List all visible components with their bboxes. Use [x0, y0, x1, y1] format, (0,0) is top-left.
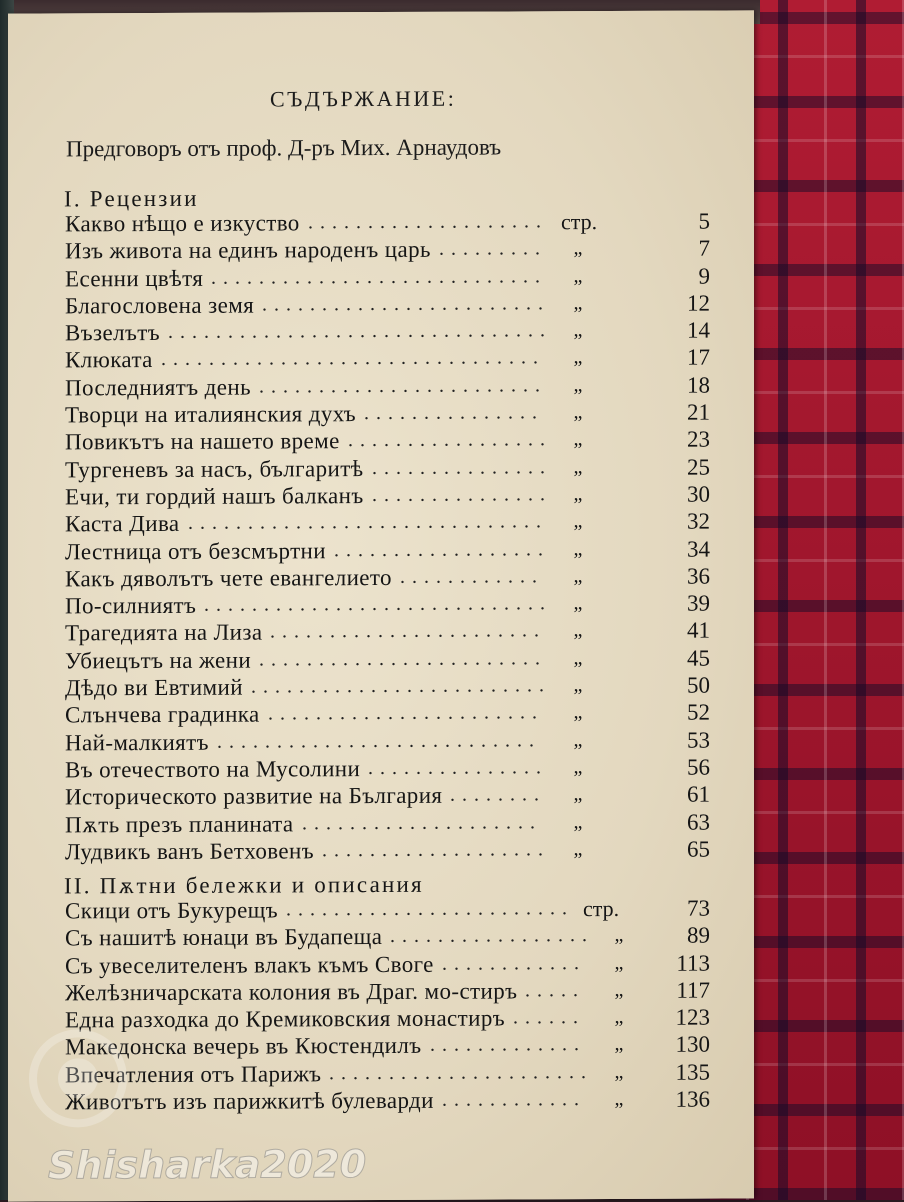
dot-leader: ............: [442, 1088, 586, 1111]
toc-entry-marker: стр.: [561, 209, 598, 235]
toc-entry-page: 135: [675, 1059, 710, 1085]
dot-leader: ......................: [329, 1060, 593, 1085]
toc-entry-page: 63: [687, 809, 710, 835]
toc-entry-title: Трагедията на Лиза: [65, 619, 263, 646]
preface-line: Предговоръ отъ проф. Д-ръ Мих. Арнаудовъ: [66, 134, 502, 162]
toc-entry-page: 14: [687, 317, 710, 343]
dot-leader: ............: [400, 565, 544, 588]
toc-entry: [65, 426, 710, 456]
dot-leader: ....................: [308, 210, 548, 234]
toc-list-reviews: [65, 208, 710, 866]
toc-entry-title: Клюката: [65, 347, 153, 373]
toc-entry-page: 12: [687, 290, 710, 316]
dot-leader: ............: [442, 951, 586, 975]
toc-entry: [65, 1031, 710, 1061]
toc-entry-marker: „: [573, 783, 583, 806]
dot-leader: ........................: [262, 292, 550, 316]
toc-entry-title: Възелътъ: [65, 320, 161, 346]
toc-entry-marker: „: [573, 237, 583, 260]
toc-entry: [65, 289, 710, 319]
toc-entry-title: Есенни цвѣтя: [65, 265, 204, 291]
toc-entry-page: 41: [687, 618, 710, 644]
toc-entry-page: 130: [675, 1032, 710, 1058]
toc-entry-page: 23: [687, 426, 710, 453]
toc-entry-marker: „: [573, 319, 583, 342]
section-heading-travel-notes: II. Пѫтни бележки и описания: [64, 871, 424, 899]
section-heading-reviews: I. Рецензии: [64, 185, 199, 212]
toc-entry-marker: „: [573, 537, 583, 560]
toc-entry-page: 136: [675, 1086, 710, 1112]
toc-entry-marker: „: [614, 1088, 624, 1111]
toc-entry-title: Въ отечеството на Мусолини: [65, 756, 361, 783]
dot-leader: ..................: [334, 537, 550, 561]
toc-entry-marker: „: [573, 428, 583, 451]
toc-entry-title: Повикътъ на нашето време: [65, 428, 340, 455]
toc-entry-marker: „: [573, 373, 583, 396]
dot-leader: .........: [439, 237, 547, 261]
toc-entry: [65, 1004, 710, 1034]
toc-entry-title: Животътъ изъ парижкитѣ булеварди: [65, 1087, 434, 1115]
toc-entry-title: Слънчева градинка: [65, 701, 260, 728]
dot-leader: ...........................: [217, 728, 541, 753]
toc-entry-marker: „: [573, 401, 583, 424]
toc-entry-marker: „: [573, 837, 583, 860]
watermark-logo-icon: [18, 1023, 138, 1134]
toc-entry-title: Последниятъ день: [65, 374, 251, 401]
dot-leader: .............................: [204, 592, 552, 616]
dot-leader: ...............: [364, 401, 544, 425]
toc-entry-title: Пѫть презъ планината: [65, 810, 294, 837]
toc-entry: [65, 644, 710, 674]
dot-leader: .............: [430, 1033, 586, 1057]
toc-entry-marker: „: [573, 810, 583, 833]
dot-leader: ......: [513, 1006, 585, 1029]
dot-leader: .................: [348, 428, 552, 452]
dot-leader: ................................: [168, 319, 552, 344]
toc-entry-title: Историческото развитие на България: [65, 782, 443, 810]
dot-leader: .......................: [268, 701, 544, 725]
dot-leader: .....: [525, 979, 585, 1002]
toc-entry: [65, 754, 710, 784]
toc-entry-page: 36: [687, 563, 710, 589]
toc-entry: [65, 208, 710, 238]
dot-leader: ........................: [259, 374, 547, 398]
toc-entry-title: Най-малкиятъ: [65, 729, 209, 756]
toc-entry-marker: „: [573, 592, 583, 615]
toc-entry: [65, 835, 710, 865]
toc-entry-marker: „: [614, 1006, 624, 1029]
toc-entry-title: Лудвикъ ванъ Бетховенъ: [65, 838, 315, 865]
toc-entry-page: 65: [687, 836, 710, 862]
toc-entry-page: 123: [675, 1004, 710, 1030]
toc-entry-page: 50: [687, 672, 710, 698]
toc-entry: [65, 699, 710, 729]
toc-entry-marker: „: [573, 510, 583, 533]
toc-entry: [65, 535, 710, 565]
toc-entry: [65, 617, 710, 647]
toc-entry-page: 45: [687, 645, 710, 671]
toc-entry-marker: „: [614, 1060, 624, 1083]
toc-entry-marker: „: [573, 292, 583, 315]
toc-entry: [65, 781, 710, 811]
toc-entry: [65, 453, 710, 483]
toc-entry-page: 56: [687, 754, 710, 780]
dot-leader: ...............: [372, 455, 552, 479]
toc-entry: [65, 922, 710, 952]
toc-entry: [65, 672, 710, 702]
toc-entry-title: Съ увеселителенъ влакъ къмъ Своге: [65, 951, 434, 978]
toc-entry: [65, 481, 710, 511]
toc-entry-title: Една разходка до Кремиковския монастиръ: [65, 1005, 506, 1033]
toc-entry: [65, 808, 710, 838]
toc-entry-marker: „: [614, 951, 624, 974]
toc-entry: [65, 344, 710, 374]
dot-leader: ..............................: [188, 510, 548, 535]
dot-leader: .........................: [251, 674, 551, 698]
dot-leader: .......................: [270, 619, 546, 643]
toc-entry-page: 113: [676, 950, 710, 976]
toc-entry: [65, 371, 710, 401]
toc-entry-page: 32: [687, 508, 710, 534]
toc-entry-page: 39: [687, 590, 710, 616]
toc-entry-marker: „: [614, 978, 624, 1001]
toc-entry-page: 7: [698, 235, 710, 261]
dot-leader: .................: [390, 924, 594, 948]
toc-entry: [65, 949, 710, 979]
dot-leader: ............................: [211, 264, 547, 289]
toc-entry-title: Желѣзничарската колония въ Драг. мо-стиръ: [65, 978, 518, 1006]
toc-entry-title: Какво нѣщо е изкуство: [65, 210, 300, 237]
toc-entry-title: Какъ дяволътъ чете евангелието: [65, 564, 392, 592]
toc-entry-marker: „: [614, 924, 624, 947]
toc-list-travel-notes: [65, 895, 710, 1116]
toc-entry-marker: „: [573, 756, 583, 779]
toc-entry-page: 53: [687, 727, 710, 753]
toc-entry-title: Впечатления отъ Парижъ: [65, 1061, 322, 1088]
toc-entry-marker: „: [573, 264, 583, 287]
toc-entry-title: Дѣдо ви Евтимий: [65, 674, 243, 701]
watermark-text: Shisharka2020: [48, 1142, 367, 1188]
toc-entry: [65, 895, 710, 925]
toc-entry-page: 9: [698, 263, 710, 289]
toc-entry-title: Каста Дива: [65, 511, 180, 537]
dot-leader: ...............: [372, 483, 552, 507]
toc-entry-marker: „: [614, 1033, 624, 1056]
toc-entry-title: Ечи, ти гордий нашъ балканъ: [65, 483, 364, 510]
toc-entry-page: 117: [676, 977, 710, 1003]
book-page: [8, 10, 754, 1201]
toc-entry-page: 61: [687, 781, 710, 807]
dot-leader: ........................: [259, 647, 547, 671]
toc-entry: [65, 235, 710, 265]
toc-entry-marker: „: [573, 646, 583, 669]
toc-entry-marker: „: [573, 728, 583, 751]
page-title: СЪДЪРЖАНИЕ:: [270, 85, 457, 112]
toc-entry-title: Творци на италиянския духъ: [65, 401, 357, 428]
toc-entry-page: 52: [687, 699, 710, 726]
toc-entry: [65, 726, 710, 756]
toc-entry-page: 30: [687, 481, 710, 507]
toc-entry-page: 17: [687, 345, 710, 371]
toc-entry-page: 89: [687, 922, 710, 948]
toc-entry-title: Лестница отъ безсмъртни: [65, 537, 326, 564]
toc-entry-marker: „: [573, 483, 583, 506]
toc-entry: [65, 262, 710, 292]
toc-entry: [65, 399, 710, 429]
dot-leader: ...............: [368, 756, 548, 779]
toc-entry-marker: „: [573, 346, 583, 369]
toc-entry-title: Тургеневъ за насъ, българитѣ: [65, 455, 364, 483]
toc-entry-marker: „: [573, 674, 583, 697]
toc-entry: [65, 1086, 710, 1116]
toc-entry: [65, 508, 710, 538]
toc-entry-title: Убиецътъ на жени: [65, 647, 252, 674]
toc-entry-marker: „: [573, 701, 583, 724]
dot-leader: ................................: [161, 346, 545, 371]
toc-entry-page: 25: [687, 454, 710, 480]
toc-entry-marker: „: [573, 619, 583, 642]
toc-entry-page: 34: [687, 536, 710, 562]
toc-entry: [65, 976, 710, 1006]
toc-entry-marker: „: [573, 455, 583, 478]
toc-entry: [65, 317, 710, 347]
dot-leader: ...................: [322, 838, 550, 862]
toc-entry-marker: „: [573, 564, 583, 588]
toc-entry-title: Македонска вечерь въ Кюстендилъ: [65, 1033, 422, 1060]
dot-leader: ........: [450, 783, 546, 806]
toc-entry-page: 18: [687, 372, 710, 398]
toc-entry-title: Благословена земя: [65, 292, 255, 319]
dot-leader: ........................: [286, 897, 574, 921]
toc-entry-title: Изъ живота на единъ народенъ царь: [65, 237, 431, 264]
toc-entry-title: По-силниятъ: [65, 592, 197, 619]
toc-entry: [65, 562, 710, 592]
dot-leader: ....................: [302, 810, 542, 834]
toc-entry-page: 21: [687, 399, 710, 425]
toc-entry-title: Скици отъ Букурещъ: [65, 897, 279, 924]
toc-entry-page: 5: [698, 208, 710, 234]
toc-entry-marker: стр.: [583, 895, 620, 922]
toc-entry: [65, 1058, 710, 1088]
toc-entry-title: Съ нашитѣ юнаци въ Будапеща: [65, 924, 383, 951]
toc-entry-page: 73: [687, 895, 710, 921]
toc-entry: [65, 590, 710, 620]
